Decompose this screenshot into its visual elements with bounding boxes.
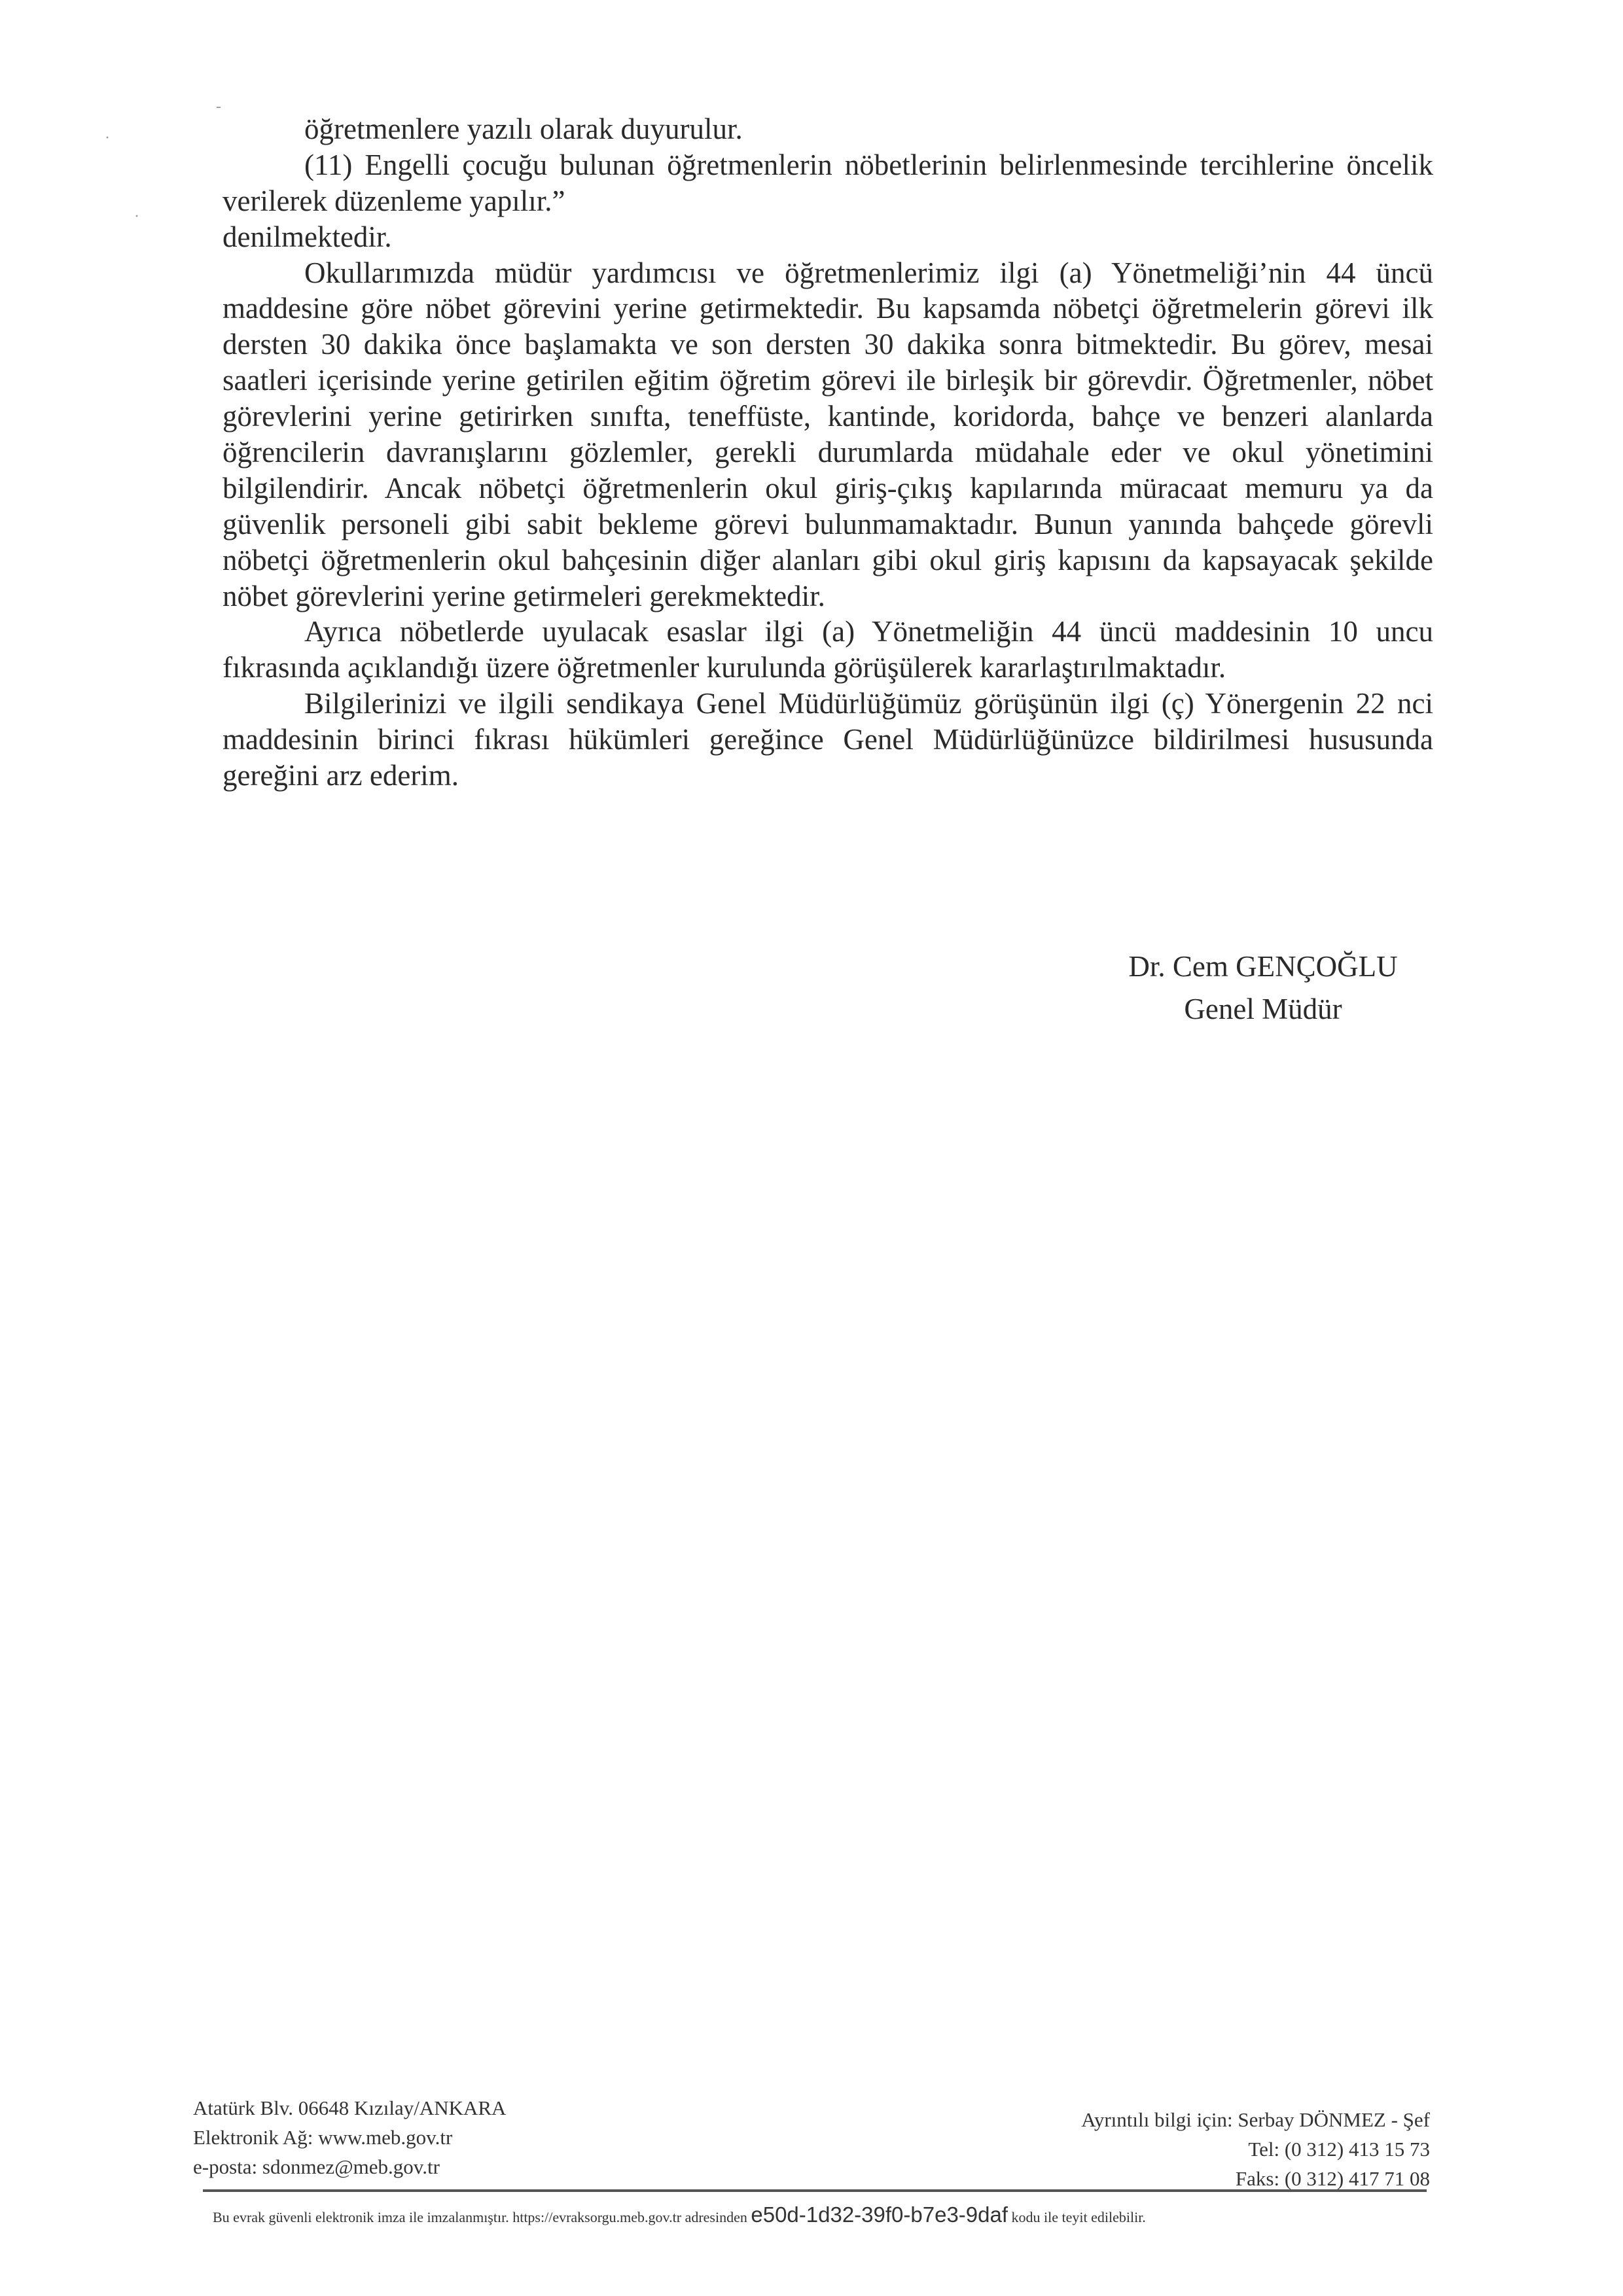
footer-email: e-posta: sdonmez@meb.gov.tr [193, 2155, 440, 2178]
verification-code: e50d-1d32-39f0-b7e3-9daf [751, 2202, 1008, 2227]
scan-speck: · [134, 208, 139, 225]
verification-prefix: Bu evrak güvenli elektronik imza ile imzalanmıştır. https://evraksorgu.meb.gov.tr adresinden [213, 2209, 747, 2225]
footer-fax: Faks: (0 312) 417 71 08 [1235, 2166, 1430, 2190]
body-paragraph: Bilgilerinizi ve ilgili sendikaya Genel Müdürlüğümüz görüşünün ilgi (ç) Yönergenin 22 nci maddesinin birinci fıkrası hükümleri gereğince Genel Müdürlüğünüzce bildirilmesi hususunda gereğini arz ederim. [223, 687, 1433, 792]
footer-contact-block [1081, 2106, 1430, 2194]
body-line: öğretmenlere yazılı olarak duyurulur. [304, 113, 743, 145]
body-paragraph: Ayrıca nöbetlerde uyulacak esaslar ilgi (a) Yönetmeliğin 44 üncü maddesinin 10 uncu fıkrasında açıklandığı üzere öğretmenler kurulunda görüşülerek kararlaştırılmaktadır. [223, 615, 1433, 684]
body-paragraph: Okullarımızda müdür yardımcısı ve öğretmenlerimiz ilgi (a) Yönetmeliği’nin 44 üncü maddesine göre nöbet görevini yerine getirmektedir. Bu kapsamda nöbetçi öğretmelerin görevi ilk dersten 30 dakika önce başlamakta ve son dersten 30 dakika sonra bitmektedir. Bu görev, mesai saatleri içerisinde yerine getirilen eğitim öğretim görevi ile birleşik bir görevdir. Öğretmenler, nöbet görevlerini yerine getirirken sınıfta, teneffüste, kantinde, koridorda, bahçe ve benzeri alanlarda öğrencilerin davranışlarını gözlemler, gerekli durumlarda müdahale eder ve okul yönetimini bilgilendirir. Ancak nöbetçi öğretmenlerin okul giriş-çıkış kapılarında müracaat memuru ya da güvenlik personeli gibi sabit bekleme görevi bulunmamaktadır. Bunun yanında bahçede görevli nöbetçi öğretmenlerin okul bahçesinin diğer alanları gibi okul giriş kapısını da kapsayacak şekilde nöbet görevlerini yerine getirmeleri gerekmektedir. [223, 256, 1433, 612]
letter-body [223, 111, 1433, 794]
footer-divider [203, 2189, 1427, 2192]
scan-speck: · [105, 130, 110, 147]
verification-suffix: kodu ile teyit edilebilir. [1011, 2209, 1146, 2225]
verification-note [213, 2202, 1443, 2227]
signatory-name: Dr. Cem GENÇOĞLU [1128, 950, 1398, 983]
scan-speck: - [216, 98, 221, 115]
footer-address-block [193, 2094, 506, 2182]
body-line: (11) Engelli çocuğu bulunan öğretmenlerin nöbetlerinin belirlenmesinde tercihlerine öncelik verilerek düzenleme yapılır.” [223, 148, 1433, 217]
footer-contact: Ayrıntılı bilgi için: Serbay DÖNMEZ - Şef [1081, 2108, 1430, 2131]
signatory-title: Genel Müdür [1184, 993, 1342, 1026]
signature-block [1080, 945, 1446, 1031]
footer-tel: Tel: (0 312) 413 15 73 [1248, 2137, 1430, 2161]
footer-address: Atatürk Blv. 06648 Kızılay/ANKARA [193, 2096, 507, 2119]
body-line: denilmektedir. [223, 220, 392, 253]
footer-web: Elektronik Ağ: www.meb.gov.tr [193, 2125, 453, 2149]
